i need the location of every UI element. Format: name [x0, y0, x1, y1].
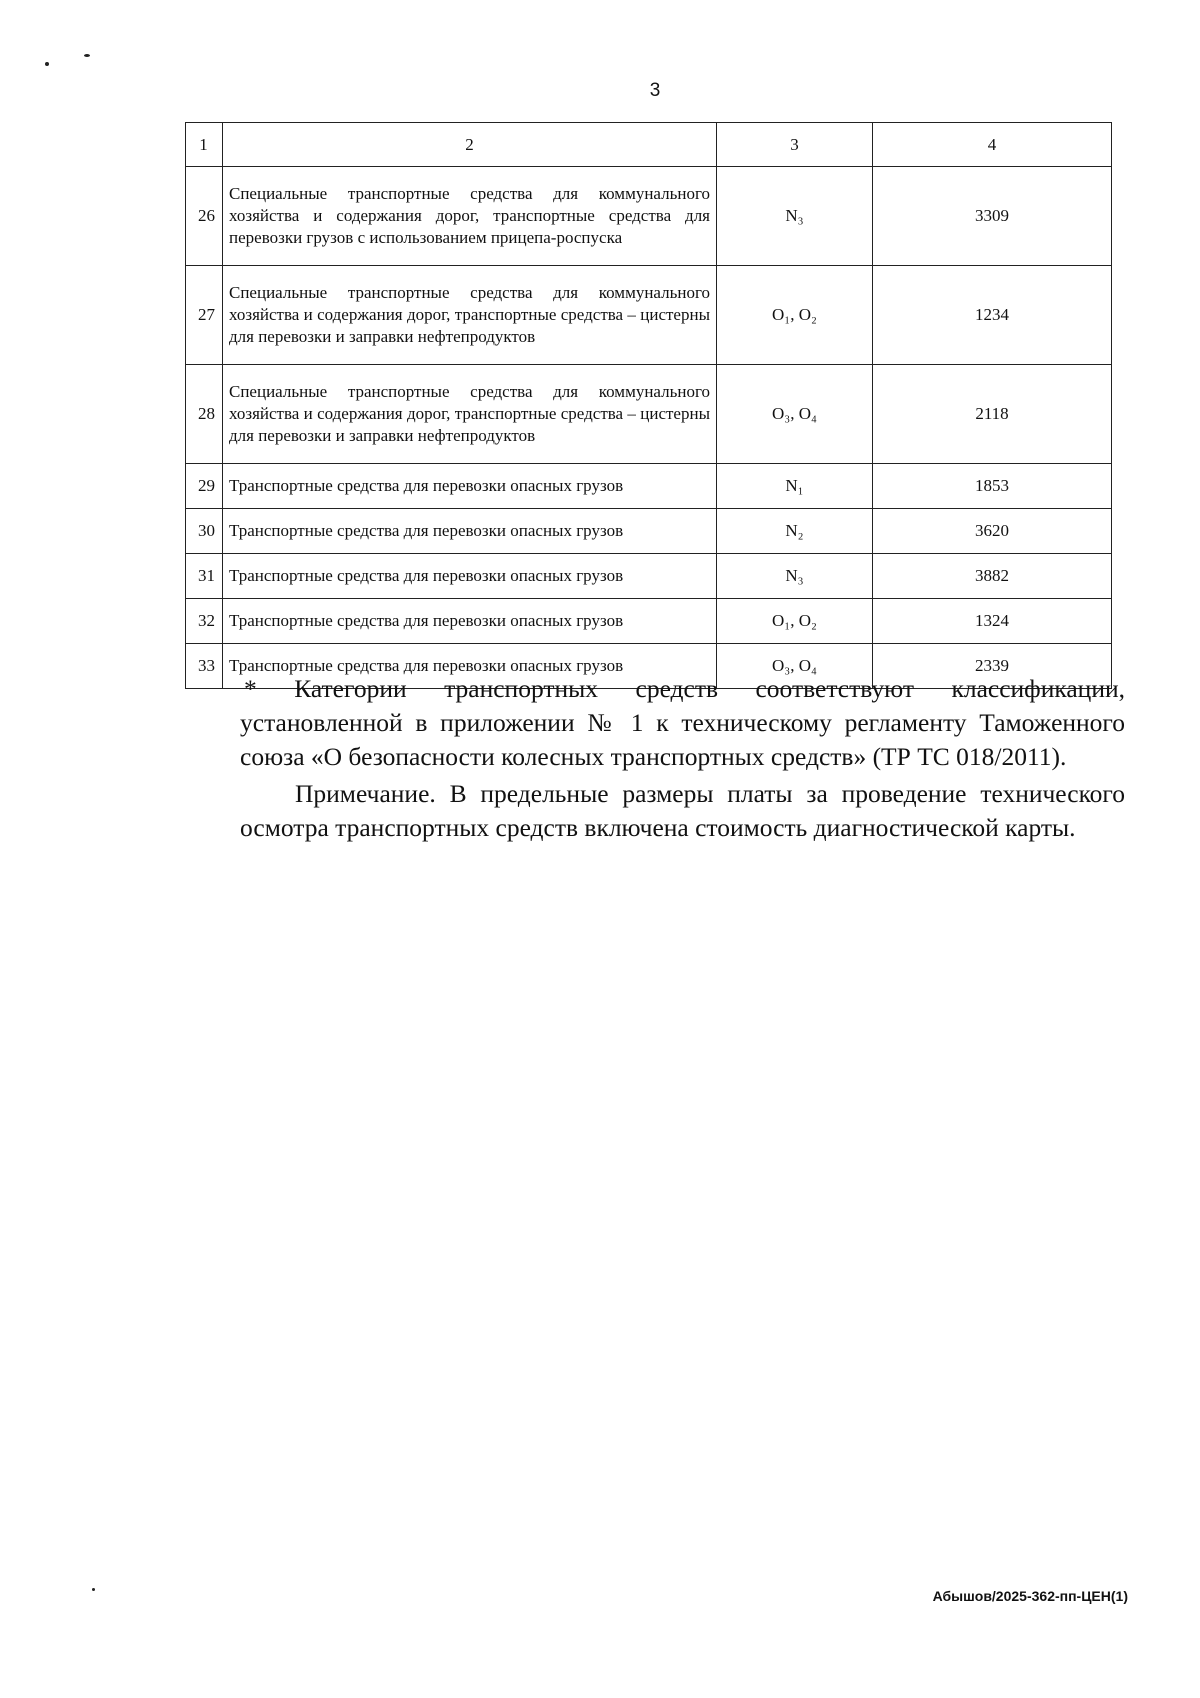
category-footnote: * Категории транспортных средств соответствуют классификации, установленной в приложении № 1 к техническому регламенту Таможенного союза «О безопасности колесных транспортных средств» (ТР ТС 018/2011). [240, 674, 1125, 771]
scan-speck [45, 62, 49, 66]
document-id: Абышов/2025-362-пп-ЦЕН(1) [932, 1588, 1128, 1604]
scan-speck [84, 54, 90, 57]
table-row [186, 599, 1112, 644]
scan-speck [92, 1588, 95, 1591]
vehicle-type: Транспортные средства для перевозки опасных грузов [223, 509, 717, 554]
fee-amount: 1324 [873, 599, 1112, 644]
fee-amount: 1853 [873, 464, 1112, 509]
table-row [186, 167, 1112, 266]
vehicle-type: Транспортные средства для перевозки опасных грузов [223, 464, 717, 509]
fee-table [185, 122, 1112, 689]
vehicle-type: Специальные транспортные средства для коммунального хозяйства и содержания дорог, транспортные средства для перевозки грузов с использованием прицепа-роспуска [223, 167, 717, 266]
vehicle-type: Транспортные средства для перевозки опасных грузов [223, 644, 717, 689]
vehicle-category: O₁, O₂ [717, 599, 873, 644]
table-row [186, 464, 1112, 509]
vehicle-category: N₂ [717, 509, 873, 554]
fee-amount: 2339 [873, 644, 1112, 689]
column-header: 1 [186, 123, 223, 167]
vehicle-category: O₁, O₂ [717, 266, 873, 365]
vehicle-category: N₃ [717, 167, 873, 266]
column-header: 2 [223, 123, 717, 167]
vehicle-category: O₃, O₄ [717, 644, 873, 689]
fee-amount: 3309 [873, 167, 1112, 266]
page-number: 3 [649, 80, 661, 101]
column-header: 3 [717, 123, 873, 167]
row-number: 26 [186, 167, 223, 266]
column-header: 4 [873, 123, 1112, 167]
row-number: 32 [186, 599, 223, 644]
table-row [186, 266, 1112, 365]
vehicle-type: Специальные транспортные средства для коммунального хозяйства и содержания дорог, транспортные средства – цистерны для перевозки и заправки нефтепродуктов [223, 266, 717, 365]
table-row [186, 554, 1112, 599]
fee-amount: 3882 [873, 554, 1112, 599]
vehicle-type: Транспортные средства для перевозки опасных грузов [223, 554, 717, 599]
row-number: 27 [186, 266, 223, 365]
row-number: 30 [186, 509, 223, 554]
row-number: 29 [186, 464, 223, 509]
vehicle-type: Транспортные средства для перевозки опасных грузов [223, 599, 717, 644]
fee-amount: 2118 [873, 365, 1112, 464]
table-row [186, 509, 1112, 554]
table-row [186, 365, 1112, 464]
footnote-block [240, 672, 1125, 845]
row-number: 33 [186, 644, 223, 689]
note-paragraph: Примечание. В предельные размеры платы за проведение технического осмотра транспортных средств включена стоимость диагностической карты. [240, 779, 1125, 842]
table-header-row [186, 123, 1112, 167]
vehicle-category: N₁ [717, 464, 873, 509]
fee-amount: 3620 [873, 509, 1112, 554]
vehicle-category: N₃ [717, 554, 873, 599]
vehicle-type: Специальные транспортные средства для коммунального хозяйства и содержания дорог, транспортные средства – цистерны для перевозки и заправки нефтепродуктов [223, 365, 717, 464]
row-number: 28 [186, 365, 223, 464]
row-number: 31 [186, 554, 223, 599]
vehicle-category: O₃, O₄ [717, 365, 873, 464]
fee-amount: 1234 [873, 266, 1112, 365]
